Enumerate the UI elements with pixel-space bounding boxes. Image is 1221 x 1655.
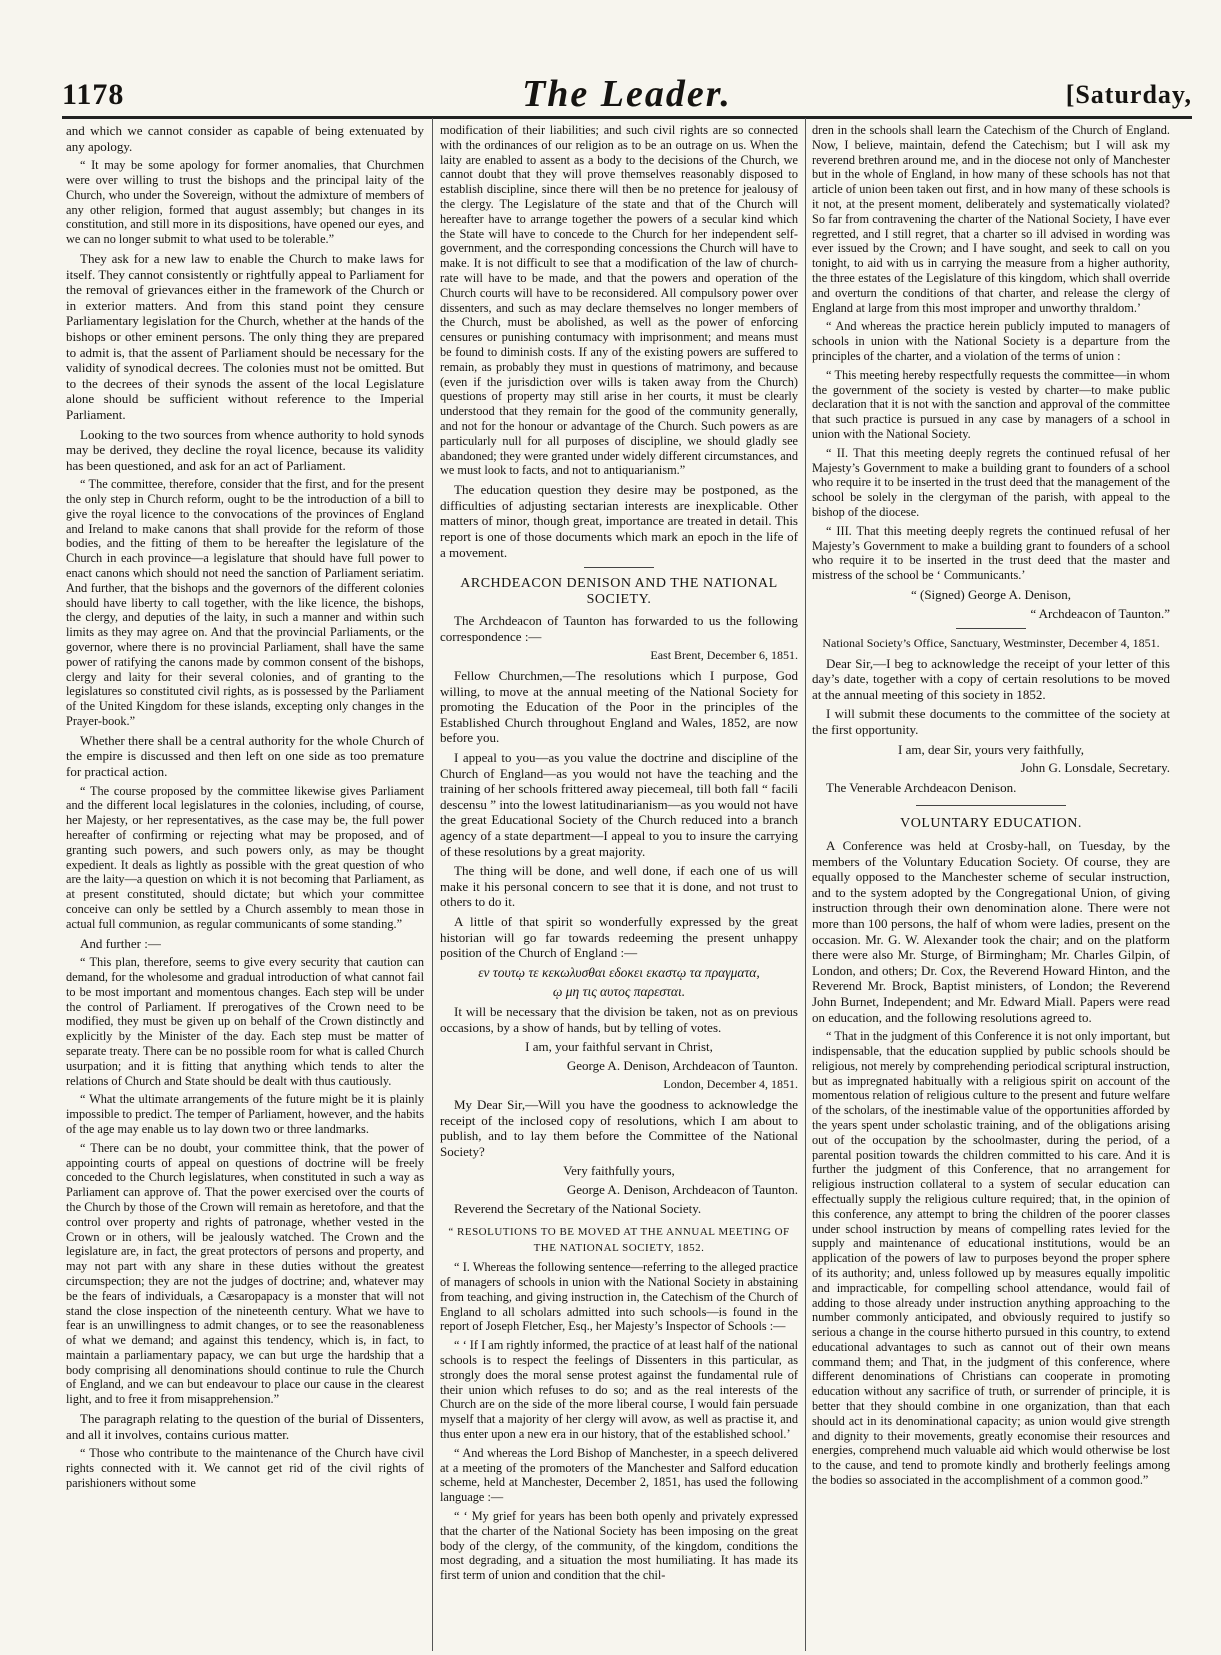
- column-2: [440, 123, 798, 1651]
- paragraph: I will submit these documents to the committee of the society at the first opportunity.: [812, 706, 1170, 738]
- quotation: “ The course proposed by the committee likewise gives Parliament and the different local legislatures in the colonies, including, of course, her Majesty, or her representatives, as the case may be, the full power hereafter of confirming or rejecting what may be proposed, and of granting such powers, and such powers only, as may be thought expedient. It deals as lightly as possible with the great question of who are the laity—a question on which it is not becoming that Parliament, as at present constituted, should dictate; but which your committee conceive can only be settled by a Church assembly to mean those in actual full communion, as regular communicants of some standing.”: [66, 783, 424, 931]
- quotation: “ What the ultimate arrangements of the future might be it is plainly impossible to predict. The temper of Parliament, however, and the habits of the age may enable us to lay down two or three landmarks.: [66, 1092, 424, 1136]
- paragraph: Fellow Churchmen,—The resolutions which I purpose, God willing, to move at the annual meeting of the National Society for promoting the Education of the Poor in the principles of the Established Church throughout England and Wales, 1852, are now before you.: [440, 668, 798, 746]
- quotation: “ This meeting hereby respectfully requests the committee—in whom the government of the society is vested by charter—to make public declaration that it is not with the sanction and approval of the committee that such practice is pursued in any case by managers of a school in union with the National Society.: [812, 367, 1170, 441]
- paragraph: The Archdeacon of Taunton has forwarded to us the following correspondence :—: [440, 613, 798, 644]
- paragraph: The Venerable Archdeacon Denison.: [826, 779, 1017, 795]
- signature: John G. Lonsdale, Secretary.: [1020, 760, 1170, 776]
- paragraph: Dear Sir,—I beg to acknowledge the receipt of your letter of this day’s date, together with a copy of certain resolutions to be moved at the annual meeting of this society in 1852.: [812, 655, 1170, 702]
- dateline: London, December 4, 1851.: [663, 1077, 798, 1092]
- quotation: “ And whereas the practice herein publicly imputed to managers of schools in union with the National Society is a departure from the principles of the charter, and a violation of the terms of union :: [812, 319, 1170, 363]
- quotation: “ ‘ My grief for years has been both openly and privately expressed that the charter of the National Society has been imposing on the great body of the clergy, of the community, of the kingdom, conditions the most degrading, and a situation the most humiliating. It has made its first term of union and condition that the chil-: [440, 1509, 798, 1583]
- paragraph: It will be necessary that the division be taken, not as on previous occasions, by a show of hands, but by telling of votes.: [440, 1003, 798, 1035]
- paragraph: And further :—: [80, 935, 161, 951]
- article-heading: VOLUNTARY EDUCATION.: [900, 816, 1082, 832]
- page-number: 1178: [62, 78, 125, 111]
- quotation: “ And whereas the Lord Bishop of Manchester, in a speech delivered at a meeting of the promoters of the Manchester and Salford education scheme, held at Manchester, December 2, 1851, has used the following language :—: [440, 1445, 798, 1505]
- section-rule: [916, 805, 1066, 806]
- masthead: [62, 70, 1192, 116]
- signature: George A. Denison, Archdeacon of Taunton.: [566, 1057, 798, 1073]
- quotation: “ II. That this meeting deeply regrets the continued refusal of her Majesty’s Government to make a building grant to founders of a school who require it to be inserted in the trust deed that the management of the school be solely in the clergyman of the parish, with appeal to the bishop of the diocese.: [812, 445, 1170, 519]
- issue-day: [Saturday,: [1065, 80, 1192, 109]
- paragraph: A little of that spirit so wonderfully expressed by the great historian will go far towards redeeming the present unhappy position of the Church of England :—: [440, 913, 798, 961]
- paragraph: They ask for a new law to enable the Church to make laws for itself. They cannot consistently or rightfully appeal to Parliament for the removal of grievances either in the framework of the Church or in exterior matters. And from this stand point they censure Parliamentary legislation for the Church, whether at the hands of the bishops or other eminent persons. The only thing they are prepared to admit is, that the assent of Parliament should be necessary for the validity of synodical decrees. The colonies must not be omitted. But to the decrees of their synods the assent of the local Legislature alone should be sufficient without reference to the Imperial Parliament.: [66, 250, 424, 422]
- paragraph: Looking to the two sources from whence authority to hold synods may be derived, they decline the royal licence, because its validity has been questioned, and ask for an act of Parliament.: [66, 426, 424, 473]
- section-rule: [956, 628, 1026, 629]
- quotation: “ There can be no doubt, your committee think, that the power of appointing courts of appeal on questions of doctrine will be freely conceded to the Church legislatures, when constituted in such a way as Parliament can approve of. That the power exercised over the courts of the Church by those of the Crown will remain as heretofore, and that the control over property and rights of patronage, whether vested in the Crown or in others, will be jealously watched. The Crown and the legislature are, in fact, the great protectors of persons and property, and may not part with any share in these duties without the greatest circumspection; they are not the judges of doctrine; and, whatever may be the fears of individuals, a Cæsaropapacy is a monster that will not stand the close inspection of the nineteenth century. What we have to fear is an unwillingness to admit changes, or to see the reasonableness of what we demand; and against this tendency, which is, in fact, to maintain a parliamentary papacy, we can but urge the hardship that a body comprising all denominations should continue to rule the Church of England, and we can but endeavour to place our cause in the clearest light, and to free it from misapprehension.”: [66, 1140, 424, 1407]
- quotation: “ ‘ If I am rightly informed, the practice of at least half of the national schools is to respect the feelings of Dissenters in this particular, as strongly does the moral sense protest against the fundamental rule of their union which refuses to do so; and as the real interests of the Church are on the side of the more liberal course, I would fain persuade myself that a majority of her clergy will avow, as well as practise it, and thus enter upon a new era in our history, that of the established school.’: [440, 1338, 798, 1442]
- quotation: “ Those who contribute to the maintenance of the Church have civil rights connected with it. We cannot get rid of the civil rights of parishioners without some: [66, 1446, 424, 1490]
- article-heading: ARCHDEACON DENISON AND THE NATIONAL SOCIETY.: [460, 576, 778, 607]
- paragraph: I appeal to you—as you value the doctrine and discipline of the Church of England—as you would not have the teaching and the training of her schools frittered away piecemeal, till both fall “ facili descensu ” into the lowest latitudinarianism—as you would not have the great Educational Society of the Church reduced into a branch agency of a state department—I appeal to you to insure the carrying of these resolutions by a great majority.: [440, 750, 798, 859]
- paragraph: The thing will be done, and well done, if each one of us will make it his personal concern to see that it is done, and not trust to others to do it.: [440, 863, 798, 910]
- resolutions-heading: “ RESOLUTIONS TO BE MOVED AT THE ANNUAL MEETING OF THE NATIONAL SOCIETY, 1852.: [448, 1226, 790, 1254]
- paragraph: Whether there shall be a central authority for the whole Church of the empire is discussed and then left on one side as too premature for practical action.: [66, 732, 424, 780]
- quotation: “ That in the judgment of this Conference it is not only important, but indispensable, that the education supplied by public schools should be religious, not merely by comprehending periodical scriptural instruction, but as impregnated habitually with a religious spirit on account of the momentous relation of religious culture to the present and future welfare of the scholars, of the inestimable value of the opportunities afforded by the years spent under scholastic training, and of the obligations arising out of the occupation by the schoolmaster, during the period, of a parental position towards the children committed to his care. And it is further the judgment of this Conference, that no arrangement for religious instruction collateral to a system of secular education can effectually supply the religious culture required; that, in the opinion of this conference, any attempt to bring the children of the poorer classes under school instruction by means of compelling rates levied for the supply and maintenance of educational institutions, would be an application of the powers of law to purposes beyond the proper sphere of its authority; and, unless followed up by measures equally impolitic and impracticable, for compelling school attendance, would fail of adding to those already under instruction anything approaching to the number commonly anticipated, and obviously required to justify so serious a change in the course hitherto pursued in this country, to extend educational advantages to such as cannot out of their own means command them; and That, in the judgment of this conference, where different denominations of Christians can cooperate in promoting education without any sacrifice of truth, or surrender of principle, it is better that they should combine in one organization, than that each should act in its denominational capacity; as union would give strength and dignity to their movements, greatly economise their resources and energies, comprehend much valuable aid which would otherwise be lost to the cause, and tend to promote kindly and brotherly feelings among the bodies so associated in the accomplishment of a common good.”: [812, 1029, 1170, 1488]
- column-1: [66, 123, 424, 1651]
- closing: I am, your faithful servant in Christ,: [525, 1039, 713, 1055]
- signature: “ Archdeacon of Taunton.”: [1030, 605, 1170, 621]
- quotation: “ III. That this meeting deeply regrets the continued refusal of her Majesty’s Government to make a building grant to founders of a school who require it to be inserted in the trust deed that the master and mistress of the school be ‘ Communicants.’: [812, 523, 1170, 583]
- newspaper-title: The Leader.: [522, 73, 732, 115]
- paragraph: The paragraph relating to the question of the burial of Dissenters, and all it involves, contains curious matter.: [66, 1411, 424, 1442]
- quotation: dren in the schools shall learn the Catechism of the Church of England. Now, I believe, maintain, defend the Catechism; but I will ask my reverend brethren around me, and in the diocese not only of Manchester but in the whole of England, in how many of these schools has not that article of union been taken out first, and in how many of these schools is it not, at the present moment, deliberately and systematically violated? So far from contravening the charter of the National Society, I have ever regretted, and I still regret, that a charter so ill advised in wording was ever issued by the Crown; and I have sought, and seek to call on you tonight, to aid with us in carrying the measure from a higher authority, the three estates of the Legislature of this kingdom, which shall override and overturn the conditions of that charter, and release the clergy of England at large from this most improper and unworthy thraldom.’: [812, 123, 1170, 315]
- paragraph: Reverend the Secretary of the National Society.: [454, 1201, 702, 1217]
- column-3: [812, 123, 1170, 1651]
- column-divider: [432, 118, 433, 1651]
- closing: Very faithfully yours,: [563, 1163, 675, 1179]
- quotation: “ This plan, therefore, seems to give every security that caution can demand, for the wholesome and gradual introduction of what cannot fail to be most important and momentous changes. Each step will be under the control of Parliament. If prerogatives of the Crown need to be modified, they must be given up on behalf of the Crown distinctly and explicitly by the Minister of the day. Each step must be matter of separate treaty. There can be no possible room for what is called Church usurpation; and it is fitting that anything which tends to alter the relations of Church and State should be dealt with thus cautiously.: [66, 955, 424, 1088]
- dateline: East Brent, December 6, 1851.: [650, 648, 798, 663]
- greek-quotation: εν τουτῳ τε κεκωλυσθαι εδοκει εκαστῳ τα πραγματα,: [478, 964, 760, 980]
- paragraph: and which we cannot consider as capable of being extenuated by any apology.: [66, 123, 424, 154]
- greek-quotation: ῳ μη τις αυτος παρεσται.: [552, 984, 686, 1000]
- masthead-rule: [62, 116, 1192, 119]
- paragraph: A Conference was held at Crosby-hall, on Tuesday, by the members of the Voluntary Education Society. Of course, they are equally opposed to the Manchester scheme of secular instruction, and to the system adopted by the Congregational Union, of giving instruction through their own denomination alone. There were not more than 100 persons, the half of whom were ladies, present on the occasion. Mr. G. W. Alexander took the chair; and on the platform there were also Mr. Sturge, of Birmingham; Mr. Charles Gilpin, of London, and others; Dr. Cox, the Reverend Howard Hinton, and the Reverend Mr. Brock, Baptist ministers, of London; the Reverend John Burnet, Independent; and Mr. Edward Miall. Papers were read on education, and the following resolutions agreed to.: [812, 838, 1170, 1025]
- signature: “ (Signed) George A. Denison,: [910, 586, 1072, 602]
- paragraph: The education question they desire may be postponed, as the difficulties of adjusting sectarian interests are inexplicable. Other matters of minor, though great, importance are treated in detail. This report is one of those documents which mark an epoch in the life of a movement.: [440, 482, 798, 560]
- quotation: “ It may be some apology for former anomalies, that Churchmen were over willing to trust the bishops and the principal laity of the Church, who under the Sovereign, without the admixture of members of any other religion, formed that august assembly; but changes in its constitution, and still more in its dispositions, have opened our eyes, and we can no longer submit to what used to be tolerable.”: [66, 158, 424, 247]
- signature: George A. Denison, Archdeacon of Taunton.: [566, 1181, 798, 1197]
- paragraph: My Dear Sir,—Will you have the goodness to acknowledge the receipt of the inclosed copy of resolutions, which I am about to publish, and to lay them before the Committee of the National Society?: [440, 1096, 798, 1159]
- dateline: National Society’s Office, Sanctuary, Westminster, December 4, 1851.: [822, 636, 1160, 651]
- quotation: “ I. Whereas the following sentence—referring to the alleged practice of managers of schools in union with the National Society in abstaining from teaching, and giving instruction in, the Catechism of the Church of England to all scholars admitted into such schools—is found in the report of Joseph Fletcher, Esq., her Majesty’s Inspector of Schools :—: [440, 1260, 798, 1334]
- column-divider: [805, 118, 806, 1651]
- closing: I am, dear Sir, yours very faithfully,: [898, 741, 1084, 757]
- section-rule: [584, 567, 654, 568]
- quotation: “ The committee, therefore, consider that the first, and for the present the only step in Church reform, ought to be the introduction of a bill to give the royal licence to the convocations of the provinces of England and Ireland to make canons that shall provide for the reform of those bodies, and the fitting of them to be hereafter the legislature of the Church in each province—a legislature that should have full power to enact canons which should not need the sanction of Parliament seriatim. And further, that the bishops and the governors of the different colonies should have liberty to call together, with the like licence, the bishops, the clergy, and deputies of the laity, in such a manner and within such limits as they may agree on. And that the provincial Parliaments, or the governor, where there is no provincial Parliament, shall have the same power of ratifying the canons made by common consent of the bishops, clergy and laity for their several colonies, and of granting to the legislatures so constituted civil rights, as is possessed by the Parliament of the United Kingdom for these islands, excepting only changes in the Prayer-book.”: [66, 477, 424, 729]
- quotation: modification of their liabilities; and such civil rights are so connected with the ordinances of our religion as to be an outrage on us. When the laity are enabled to assent as a body to the decisions of the Church, we cannot doubt that they will prove themselves reasonably disposed to establish discipline, since there will then be no pretence for jealousy of the clergy. The Legislature of the state and that of the Church will hereafter have to arrange together the powers of a secular kind which the State will have to concede to the Church for her independent self-government, and the corresponding concessions the Church will have to make. It is not difficult to see that a modification of the law of church-rate will have to be made, and that the powers and operation of the Church courts will have to be reconsidered. All compulsory power over dissenters, and such as may declare themselves no longer members of the Church, must be abolished, as well as the power of enforcing censures or punishing contumacy with imprisonment; and means must be found to diminish costs. If any of the existing powers are suffered to remain, as probably they must in questions of matrimony, and because (even if the jurisdiction over wills is taken away from the Church) questions of property may still arise in her courts, it must be clearly understood that they remain for the good of the community generally, and not for the honour or advantage of the Church. Such powers as are particularly null for all purposes of discipline, we should gladly see abandoned; they were granted under widely different circumstances, and we must look to facts, and not to antiquarianism.”: [440, 123, 798, 478]
